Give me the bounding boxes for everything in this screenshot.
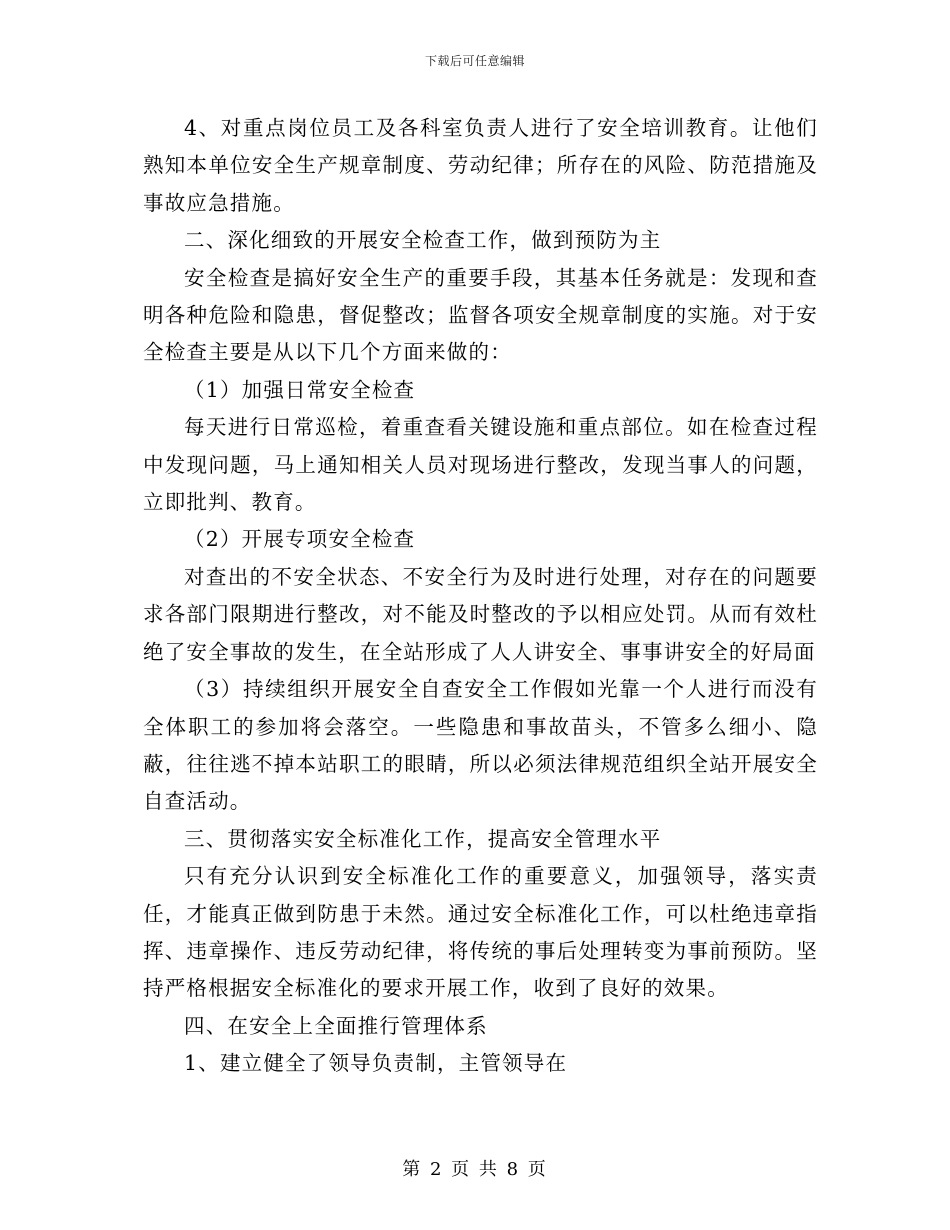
page-number: 第 2 页 共 8 页: [402, 1159, 548, 1180]
paragraph-inspection-intro: 安全检查是搞好安全生产的重要手段，其基本任务就是：发现和查明各种危险和隐患，督促整改；监督各项安全规章制度的实施。对于安全检查主要是从以下几个方面来做的：: [143, 265, 818, 365]
section-heading-4: 四、在安全上全面推行管理体系: [184, 1013, 488, 1038]
paragraph-standardization: 只有充分认识到安全标准化工作的重要意义，加强领导，落实责任，才能真正做到防患于未然。通过安全标准化工作，可以杜绝违章指挥、违章操作、违反劳动纪律，将传统的事后处理转变为事前预防。坚持严格根据安全标准化的要求开展工作，收到了良好的效果。: [143, 864, 818, 1001]
subheading-2: （2）开展专项安全检查: [184, 527, 416, 552]
section-heading-3: 三、贯彻落实安全标准化工作，提高安全管理水平: [184, 826, 662, 851]
paragraph-special-inspection: 对查出的不安全状态、不安全行为及时进行处理，对存在的问题要求各部门限期进行整改，对不能及时整改的予以相应处罚。从而有效杜绝了安全事故的发生，在全站形成了人人讲安全、事事讲安全的好局面: [143, 564, 818, 664]
subheading-1: （1）加强日常安全检查: [184, 377, 416, 402]
section-heading-2: 二、深化细致的开展安全检查工作，做到预防为主: [184, 228, 662, 253]
paragraph-training: 4、对重点岗位员工及各科室负责人进行了安全培训教育。让他们熟知本单位安全生产规章制度、劳动纪律；所存在的风险、防范措施及事故应急措施。: [143, 116, 818, 215]
header-note: 下载后可任意编辑: [424, 54, 525, 68]
paragraph-daily-inspection: 每天进行日常巡检，着重查看关键设施和重点部位。如在检查过程中发现问题，马上通知相关人员对现场进行整改，发现当事人的问题，立即批判、教育。: [143, 415, 818, 515]
paragraph-leadership: 1、建立健全了领导负责制，主管领导在: [184, 1051, 568, 1076]
paragraph-self-inspection: （3）持续组织开展安全自查安全工作假如光靠一个人进行而没有全体职工的参加将会落空。一些隐患和事故苗头，不管多么细小、隐蔽，往往逃不掉本站职工的眼睛，所以必须法律规范组织全站开展安全自查活动。: [143, 677, 818, 814]
body-text: [143, 110, 818, 1083]
